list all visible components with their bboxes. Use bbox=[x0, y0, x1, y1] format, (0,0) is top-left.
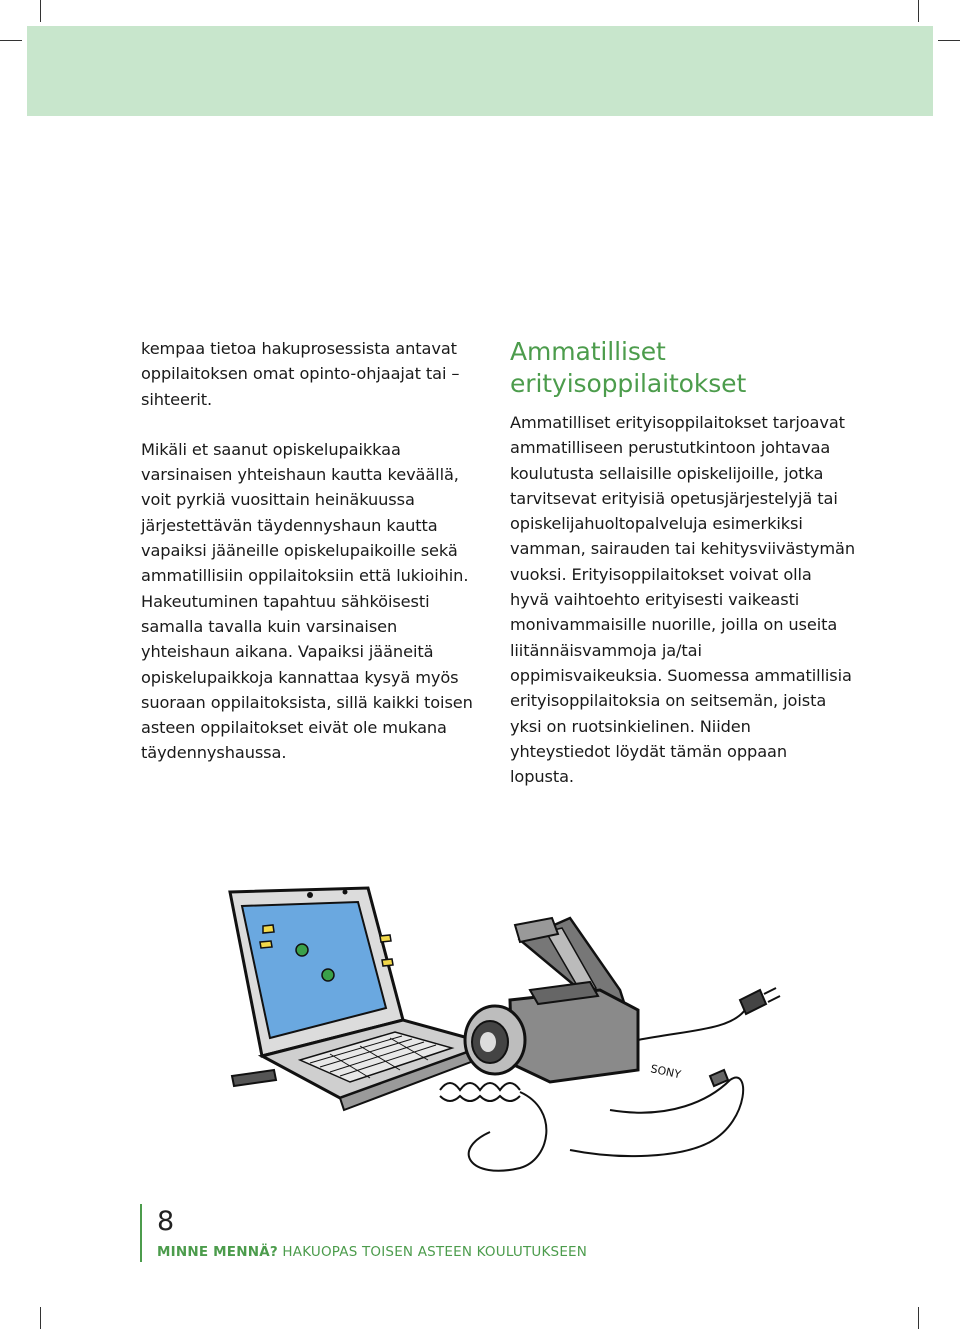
crop-mark bbox=[938, 40, 960, 41]
left-column bbox=[141, 336, 486, 766]
laptop-camera-illustration bbox=[190, 870, 790, 1180]
page-number: 8 bbox=[157, 1206, 175, 1237]
paragraph-supplementary-application: Mikäli et saanut opiskelupaikkaa varsinaisen yhteishaun kautta keväällä, voit pyrkiä vuosittain heinäkuussa järjestettävän täydennyshaun kautta vapaiksi jääneille opiskelupaikoille sekä ammatillisiin oppilaitoksiin että lukioihin. Hakeutuminen tapahtuu sähköisesti samalla tavalla kuin varsinaisen yhteishaun aikana. Vapaiksi jääneitä opiskelupaikkoja kannattaa kysyä myös suoraan oppilaitoksista, sillä kaikki toisen asteen oppilaitokset eivät ole mukana täydennyshaussa. bbox=[141, 439, 473, 763]
header-band bbox=[27, 26, 933, 116]
section-heading-line2: erityisoppilaitokset bbox=[510, 369, 747, 398]
paragraph-intro: kempaa tietoa hakuprosessista antavat oppilaitoksen omat opinto-ohjaajat tai –sihteerit. bbox=[141, 339, 460, 409]
footer-rule bbox=[140, 1204, 142, 1262]
crop-mark bbox=[918, 0, 919, 22]
section-heading-line1: Ammatilliset bbox=[510, 337, 666, 366]
crop-mark bbox=[40, 1307, 41, 1329]
crop-mark bbox=[918, 1307, 919, 1329]
footer-title bbox=[157, 1244, 587, 1260]
footer-title-rest: HAKUOPAS TOISEN ASTEEN KOULUTUKSEEN bbox=[277, 1244, 588, 1260]
section-heading bbox=[510, 336, 855, 400]
footer-title-bold: MINNE MENNÄ? bbox=[157, 1244, 278, 1260]
crop-mark bbox=[40, 0, 41, 22]
right-column bbox=[510, 336, 855, 789]
crop-mark bbox=[0, 40, 22, 41]
camera-label: SONY bbox=[649, 1062, 683, 1082]
paragraph-special-institutions: Ammatilliset erityisoppilaitokset tarjoavat ammatilliseen perustutkintoon johtavaa koulutusta sellaisille opiskelijoille, jotka tarvitsevat erityisiä opetusjärjestelyjä tai opiskelijahuoltopalveluja esimerkiksi vamman, sairauden tai kehitysviivästymän vuoksi. Erityisoppilaitokset voivat olla hyvä vaihtoehto erityisesti vaikeasti monivammaisille nuorille, joilla on useita liitännäisvammoja ja/tai oppimisvaikeuksia. Suomessa ammatillisia erityisoppilaitoksia on seitsemän, joista yksi on ruotsinkielinen. Niiden yhteystiedot löydät tämän oppaan lopusta. bbox=[510, 413, 855, 787]
